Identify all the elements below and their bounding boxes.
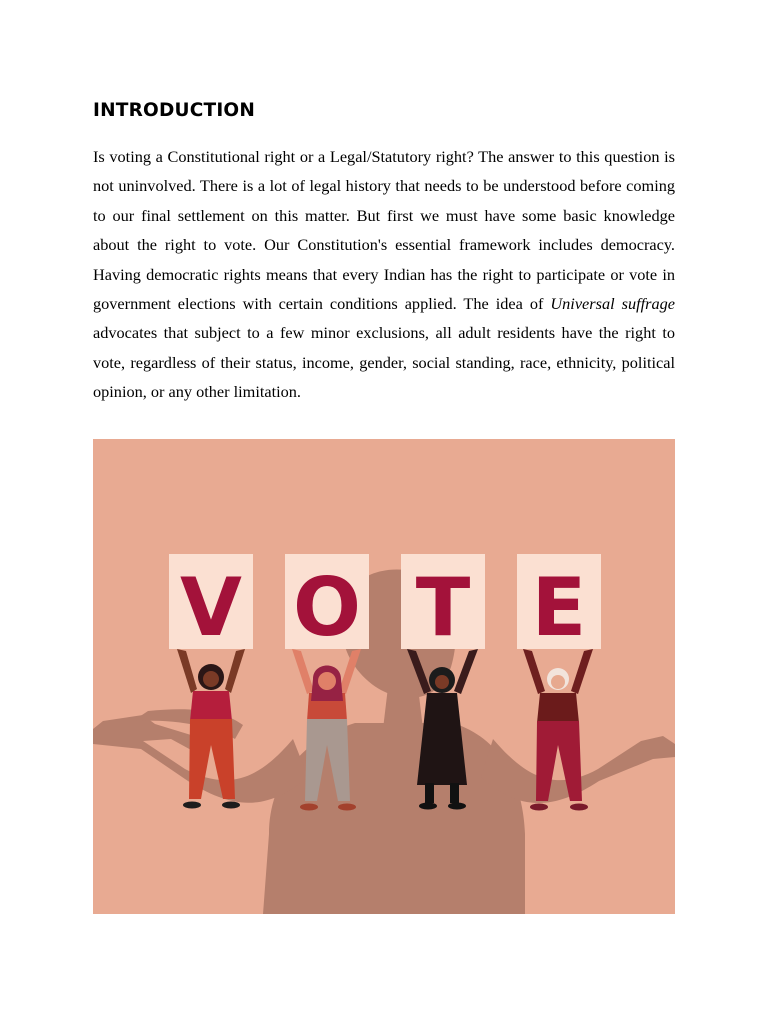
vote-illustration: [93, 439, 675, 914]
intro-paragraph: [93, 142, 675, 407]
vote-letter-2: O: [292, 561, 362, 654]
universal-suffrage-term: Universal suffrage: [550, 294, 675, 314]
paragraph-text-part-2: advocates that subject to a few minor exclusions, all adult residents have the right to vote, regardless of their status, income, gender, social standing, race, ethnicity, political opinion, or any other limitation.: [93, 323, 675, 402]
vote-letter-4: E: [531, 561, 587, 654]
vote-sign-1: [169, 554, 253, 654]
vote-sign-4: [517, 554, 601, 654]
vote-letter-3: T: [415, 561, 471, 654]
vote-sign-3: [401, 554, 485, 654]
paragraph-text-part-1: Is voting a Constitutional right or a Legal/Statutory right? The answer to this question is not uninvolved. There is a lot of legal history that needs to be understood before coming to our final settlement on this matter. But first we must have some basic knowledge about the right to vote. Our Constitution's essential framework includes democracy. Having democratic rights means that every Indian has the right to participate or vote in government elections with certain conditions applied. The idea of: [93, 147, 675, 314]
section-heading: INTRODUCTION: [93, 100, 256, 121]
vote-letter-1: V: [180, 561, 242, 654]
vote-sign-2: [285, 554, 369, 654]
